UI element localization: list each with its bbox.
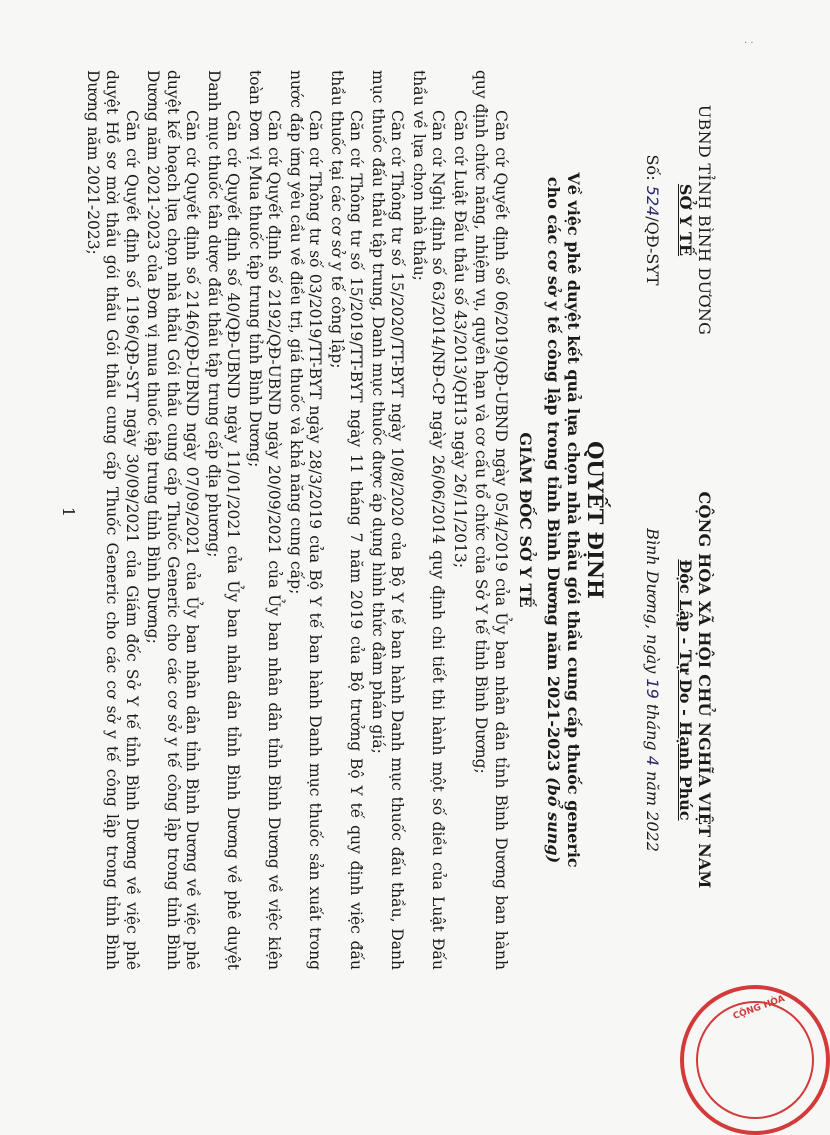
seal-text: CỘNG HÒA <box>731 994 787 1022</box>
legal-basis-paragraph: Căn cứ Quyết định số 40/QĐ-UBND ngày 11/01/2021 của Ủy ban nhân dân tỉnh Bình Dương về phê duyệt Danh mục thuốc tân dược đấu thầu tập trung cấp địa phương; <box>205 70 243 970</box>
nation-block <box>643 410 714 970</box>
document-number-suffix: /QĐ-SYT <box>643 216 662 286</box>
legal-basis-paragraph: Căn cứ Quyết định số 06/2019/QĐ-UBND ngày 05/4/2019 của Ủy ban nhân dân tỉnh Bình Dương ban hành quy định chức năng, nhiệm vụ, quyền hạn và cơ cấu tổ chức của Sở Y tế tỉnh Bình Dương; <box>472 70 510 970</box>
page-body <box>83 70 715 970</box>
date-month: 4 <box>643 755 662 766</box>
issue-date <box>643 410 662 970</box>
document-number-prefix: Số: <box>643 154 662 181</box>
subject-note: (bổ sung) <box>544 777 563 864</box>
legal-basis-paragraph: Căn cứ Quyết định số 2192/QĐ-UBND ngày 20/09/2021 của Ủy ban nhân dân tỉnh Bình Dương về việc kiện toàn Đơn vị Mua thuốc tập trung tỉnh Bình Dương; <box>246 70 284 970</box>
legal-basis-paragraph: Căn cứ Thông tư số 15/2020/TT-BYT ngày 10/8/2020 của Bộ Y tế ban hành Danh mục thuốc đấu thầu, Danh mục thuốc đấu thầu tập trung, Danh mục thuốc được áp dụng hình thức đàm phán giá; <box>369 70 407 970</box>
date-month-label: tháng <box>643 703 662 751</box>
legal-basis-paragraph: Căn cứ Quyết định số 1196/QĐ-SYT ngày 30/09/2021 của Giám đốc Sở Y tế tỉnh Bình Dương về việc phê duyệt Hồ sơ mời thầu gói thầu Gói thầu cung cấp Thuốc Generic cho các cơ sở y tế công lập trong tỉnh Bình Dương năm 2021-2023; <box>84 70 141 970</box>
legal-basis-paragraph: Căn cứ Thông tư số 15/2019/TT-BYT ngày 11 tháng 7 năm 2019 của Bộ trưởng Bộ Y tế quy định việc đấu thầu thuốc tại các cơ sở y tế công lập; <box>328 70 366 970</box>
date-day: 19 <box>643 678 662 699</box>
document-number <box>643 70 662 370</box>
legal-basis-paragraph: Căn cứ Luật Đấu thầu số 43/2013/QH13 ngày 26/11/2013; <box>451 110 469 569</box>
national-motto: Độc Lập - Tự Do - Hạnh Phúc <box>676 559 695 821</box>
department-name: SỞ Y TẾ <box>676 183 695 257</box>
document-subject <box>543 70 583 970</box>
agency-name: UBND TỈNH BÌNH DƯƠNG <box>695 104 714 336</box>
subject-text: Về việc phê duyệt kết quả lựa chọn nhà thầu gói thầu cung cấp thuốc generic cho các cơ sở y tế công lập trong tỉnh Bình Dương năm 2021-2023 <box>544 172 583 868</box>
document-title: QUYẾT ĐỊNH <box>583 441 608 599</box>
scan-edge-mark: · · <box>744 38 754 49</box>
issuer-block <box>643 70 714 370</box>
page-number: 1 <box>59 506 78 518</box>
official-seal-icon <box>680 985 830 1135</box>
legal-basis-paragraph: Căn cứ Nghị định số 63/2014/NĐ-CP ngày 26/06/2014 quy định chi tiết thi hành một số điều của Luật Đấu thầu về lựa chọn nhà thầu; <box>410 70 448 970</box>
document-header <box>618 70 714 970</box>
document-number-handwritten: 524 <box>643 185 662 217</box>
legal-basis-paragraph: Căn cứ Thông tư số 03/2019/TT-BYT ngày 28/3/2019 của Bộ Y tế ban hành Danh mục thuốc sản xuất trong nước đáp ứng yêu cầu về điều trị, giá thuốc và khả năng cung cấp; <box>287 70 325 970</box>
seal-inner-ring <box>696 1001 814 1119</box>
date-year-label: năm <box>643 771 662 807</box>
legal-basis-paragraph: Căn cứ Quyết định số 2146/QĐ-UBND ngày 07/09/2021 của Ủy ban nhân dân tỉnh Bình Dương về việc phê duyệt kế hoạch lựa chọn nhà thầu Gói thầu cung cấp Thuốc Generic cho các cơ sở y tế công lập trong tỉnh Bình Dương năm 2021-2023 của Đơn vị mua thuốc tập trung tỉnh Bình Dương; <box>144 70 202 970</box>
date-year: 2022 <box>643 811 662 852</box>
signatory-title: GIÁM ĐỐC SỞ Y TẾ <box>516 432 535 608</box>
nation-name: CỘNG HÒA XÃ HỘI CHỦ NGHĨA VIỆT NAM <box>695 491 714 889</box>
date-prefix: Bình Dương, ngày <box>643 528 662 674</box>
